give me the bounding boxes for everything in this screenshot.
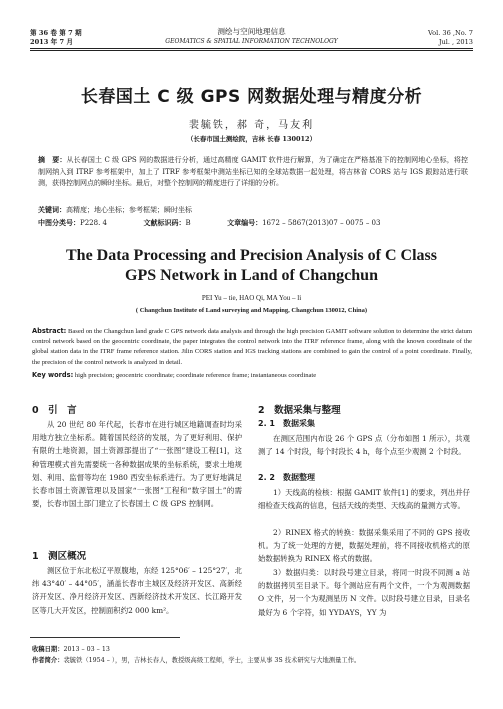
subsection-collection-heading: 2. 1 数据采集 <box>258 419 315 428</box>
bio-label: 作者简介： <box>32 657 64 664</box>
abstract-text-cn: 从长春国土 C 级 GPS 网的数据进行分析，通过高精度 GAMIT 软件进行解算，为了确定在严格基准下的控制网地心坐标，将控制网纳入到 ITRF 参考框架中，加上了 ITRF 参考框架中测站坐标已知的全球站数据一起处理，将吉林省 CORS 站与 IGS 跟踪站进行联测，获得控制网点的瞬时坐标。最后，对整个控制网的精度进行了详细的分析。 <box>38 156 469 187</box>
volume-issue-en: Vol. 36 ,No. 7 <box>427 29 473 37</box>
affiliation-cn: （长春市国土测绘院，吉林 长春 130012） <box>186 135 317 143</box>
authors-en: PEI Yu – tie, HAO Qi, MA You – li <box>201 294 302 302</box>
issue-date: 2013 年 7 月 <box>30 38 74 46</box>
doc-code-label: 文献标识码： <box>143 219 186 227</box>
issue-date-en: Jul. , 2013 <box>438 38 473 46</box>
subsection-arrangement-heading: 2. 2 数据整理 <box>258 473 315 482</box>
received-label: 收稿日期： <box>32 646 64 653</box>
doc-code-value: B <box>185 219 191 227</box>
paper-title-en-2: GPS Network in Land of Changchun <box>125 267 378 284</box>
paper-title-en-1: The Data Processing and Precision Analysis of C Class <box>66 247 437 264</box>
bio-text: 裴毓铁（1954 – ），男，吉林长春人，教授级高级工程师，学士，主要从事 3S 技术研究与大地测量工作。 <box>63 657 361 664</box>
journal-name-cn: 测绘与空间地理信息 <box>217 27 286 36</box>
data-grouping-paragraph: 3）数据归类：以时段号建立目录，将同一时段不同测 a 站的数据拷贝至目录下。每个测站应有两个文件，一个为观测数据 O 文件，另一个为观测星历 N 文件。以时段号建立目录，目录名最好为 6 个字符，如 YYDAYS，YY 为 <box>258 568 470 617</box>
clc-label: 中图分类号： <box>38 219 80 227</box>
header-rule-2 <box>30 50 473 51</box>
abstract-text-en: Based on the Changchun land grade C GPS network data analysis and through the high precision GAMIT software solution to determine the strict datum control network based on the geocentric coordinate, the paper integrates the control network into the ITRF reference frame, along with the known coordinate of the global station data in the ITRF frame reference station. Jilin CORS station and IGS tracking stations are combined to gain the control of a point coordinate. Finally, the precision of the control network is analyzed in detail. <box>32 328 472 366</box>
header-rule <box>30 48 473 49</box>
keywords-label-cn: 关键词： <box>38 206 66 214</box>
abstract-label-en: Abstract: <box>32 327 67 335</box>
keywords-cn <box>38 205 468 215</box>
rinex-paragraph: 2）RINEX 格式的转换：数据采集采用了不同的 GPS 接收机。为了统一处理的方便，数据处理前，将不同接收机格式的原始数据转换为 RINEX 格式的数据。 <box>258 528 470 564</box>
intro-paragraph: 从 20 世纪 80 年代起，长春市在进行城区地籍调查时均采用地方独立坐标系。随着国民经济的发展，为了更好利用、保护有限的土地资源，国土资源部提出了“一张图”建设工程[1]，这种管理模式首先需要统一各种数据成果的坐标系统，要求土地规划、利用、监督等均在 1980 西安坐标系进行。为了更好地满足长春市国土资源管理以及国家“一张图”工程和“数字国土”的需要，长春市国土部门建立了长春国土 C 级 GPS 控制网。 <box>32 420 242 509</box>
journal-name-en: GEOMATICS & SPATIAL INFORMATION TECHNOLOGY <box>165 38 338 45</box>
clc-value: P228. 4 <box>80 219 107 227</box>
keywords-en <box>32 370 472 381</box>
antenna-check-paragraph: 1）天线高的检核：根据 GAMIT 软件[1] 的要求，列出并仔细检查天线高的信息，包括天线的类型、天线高的量测方式等。 <box>258 488 470 511</box>
author-bio <box>32 656 472 665</box>
article-no-value: 1672 – 5867(2013)07 – 0075 – 03 <box>262 219 381 227</box>
keywords-label-en: Key words: <box>32 371 74 379</box>
article-no-label: 文章编号： <box>227 219 263 227</box>
received-value: 2013 – 03 – 13 <box>63 646 110 653</box>
affiliation-en: ( Changchun Institute of Land surveying and Mapping, Changchun 130012, China) <box>135 307 368 314</box>
abstract-label-cn: 摘 要： <box>38 156 67 164</box>
received-date <box>32 645 472 654</box>
area-paragraph: 测区位于东北松辽平原腹地，东经 125°06′ – 125°27′，北纬 43°40′ – 44°05′，涵盖长春市主城区及经济开发区、高新经济开发区、净月经济开发区、西新经济技术开发区、长江路开发区等几大开发区，控制面积约2 000 km²。 <box>32 566 242 615</box>
volume-issue: 第 36 卷 第 7 期 <box>30 29 82 37</box>
keywords-text-cn: 高精度；地心坐标；参考框架；瞬时坐标 <box>66 206 192 214</box>
keywords-text-en: high precision; geocentric coordinate; coordinate reference frame; instantaneous coordinate <box>74 372 317 379</box>
section-intro-heading: 0 引 言 <box>32 405 77 416</box>
abstract-en <box>32 326 472 368</box>
collection-paragraph: 在测区范围内布设 26 个 GPS 点（分布如图 1 所示），共观测了 14 个时段，每个时段长 4 h，每个点至少观测 2 个时段。 <box>258 434 470 457</box>
section-data-heading: 2 数据采集与整理 <box>258 405 341 416</box>
section-area-heading: 1 测区概况 <box>32 551 87 562</box>
paper-title-cn: 长春国土 C 级 GPS 网数据处理与精度分析 <box>80 87 423 107</box>
authors-cn: 裴毓铁，郝 奇，马友利 <box>188 120 315 131</box>
classification-line <box>38 218 468 228</box>
footnote-rule <box>30 637 180 638</box>
abstract-cn <box>38 155 468 190</box>
